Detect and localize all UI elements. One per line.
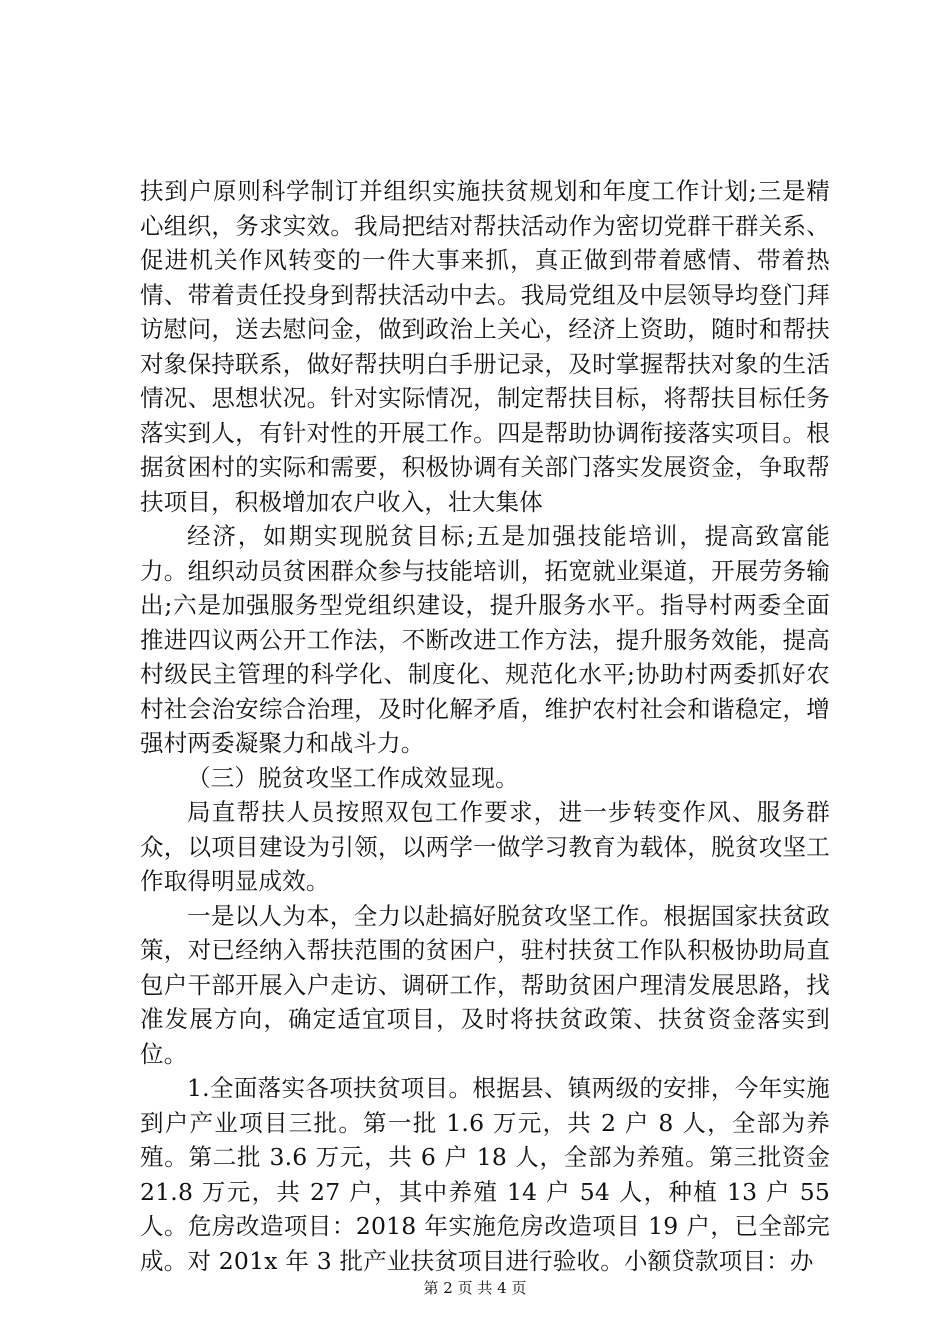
paragraph: 1.全面落实各项扶贫项目。根据县、镇两级的安排，今年实施到户产业项目三批。第一批 1.6 万元，共 2 户 8 人，全部为养殖。第二批 3.6 万元，共 6 户 18 人，全部为养殖。第三批资金 21.8 万元，共 27 户，其中养殖 14 户 54 人，种植 13 户 55 人。危房改造项目：2018 年实施危房改造项目 19 户，已全部完成。对 201x 年 3 批产业扶贫项目进行验收。小额贷款项目：办: [140, 1074, 830, 1275]
page-footer: 第 2 页 共 4 页: [423, 1279, 527, 1297]
document-body: [140, 174, 830, 1278]
section-heading: （三）脱贫攻坚工作成效显现。: [187, 763, 519, 792]
paragraph: 一是以人为本，全力以赴搞好脱贫攻坚工作。根据国家扶贫政策，对已经纳入帮扶范围的贫困户，驻村扶贫工作队积极协助局直包户干部开展入户走访、调研工作，帮助贫困户理清发展思路，找准发展方向，确定适宜项目，及时将扶贫政策、扶贫资金落实到位。: [140, 901, 830, 1068]
paragraph: 经济，如期实现脱贫目标;五是加强技能培训，提高致富能力。组织动员贫困群众参与技能培训，拓宽就业渠道，开展劳务输出;六是加强服务型党组织建设，提升服务水平。指导村两委全面推进四议两公开工作法，不断改进工作方法，提升服务效能，提高村级民主管理的科学化、制度化、规范化水平;协助村两委抓好农村社会治安综合治理，及时化解矛盾，维护农村社会和谐稳定，增强村两委凝聚力和战斗力。: [140, 522, 830, 757]
paragraph-continuation: 扶到户原则科学制订并组织实施扶贫规划和年度工作计划;三是精心组织，务求实效。我局把结对帮扶活动作为密切党群干群关系、促进机关作风转变的一件大事来抓，真正做到带着感情、带着热情、带着责任投身到帮扶活动中去。我局党组及中层领导均登门拜访慰问，送去慰问金，做到政治上关心，经济上资助，随时和帮扶对象保持联系，做好帮扶明白手册记录，及时掌握帮扶对象的生活情况、思想状况。针对实际情况，制定帮扶目标，将帮扶目标任务落实到人，有针对性的开展工作。四是帮助协调衔接落实项目。根据贫困村的实际和需要，积极协调有关部门落实发展资金，争取帮扶项目，积极增加农户收入，壮大集体: [140, 177, 830, 516]
paragraph: 局直帮扶人员按照双包工作要求，进一步转变作风、服务群众，以项目建设为引领，以两学一做学习教育为载体，脱贫攻坚工作取得明显成效。: [140, 798, 830, 895]
